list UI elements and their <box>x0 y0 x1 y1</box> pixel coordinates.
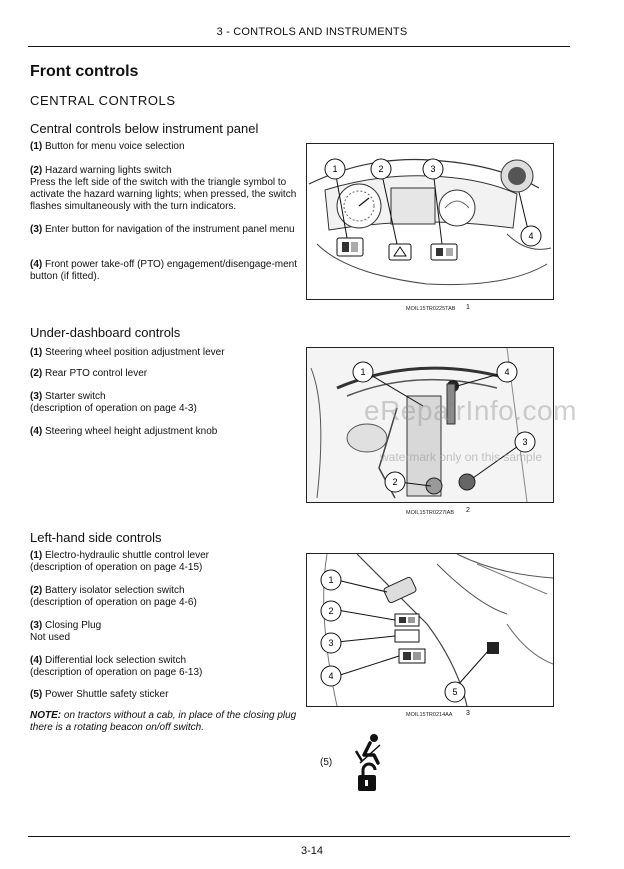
figure-central-controls <box>306 143 554 300</box>
item-number: (5) <box>30 689 43 700</box>
item-number: (3) <box>30 224 43 235</box>
figure-number: 3 <box>466 710 470 717</box>
item-description: (description of operation on page 4-6) <box>30 597 197 608</box>
list-item <box>30 141 298 153</box>
item-number: (4) <box>30 259 43 270</box>
group-heading-left-hand: Left-hand side controls <box>30 530 162 545</box>
list-item <box>30 165 298 213</box>
item-text: Electro-hydraulic shuttle control lever <box>42 550 209 561</box>
callout-1 <box>353 362 373 382</box>
watermark-brand: eRepairInfo.com <box>364 395 577 426</box>
callout-label: 1 <box>328 575 334 585</box>
header-rule <box>28 46 570 47</box>
figure-caption: MOIL15TR0227IAB <box>406 510 454 516</box>
footer-rule <box>28 836 570 837</box>
page-title: Front controls <box>30 63 139 80</box>
item-text: Enter button for navigation of the instrument panel menu <box>42 224 295 235</box>
watermark-text: watermark only on this sample <box>380 450 543 464</box>
group-heading-under-dashboard: Under-dashboard controls <box>30 325 181 340</box>
group-heading-central: Central controls below instrument panel <box>30 121 259 136</box>
item-text: Power Shuttle safety sticker <box>42 689 169 700</box>
list-item <box>30 550 298 574</box>
item-description: (description of operation on page 6-13) <box>30 667 203 678</box>
list-item <box>30 368 298 380</box>
item-text: Hazard warning lights switch <box>42 165 172 176</box>
callout-2 <box>371 159 391 179</box>
item-number: (3) <box>30 391 43 402</box>
callout-2 <box>385 472 405 492</box>
sticker-label: (5) <box>320 757 333 768</box>
item-number: (4) <box>30 426 43 437</box>
callout-label: 2 <box>328 606 334 616</box>
item-text: Closing Plug <box>42 620 102 631</box>
list-item <box>30 259 298 283</box>
callout-5 <box>445 682 465 702</box>
item-number: (4) <box>30 655 43 666</box>
item-number: (2) <box>30 165 43 176</box>
item-text: Differential lock selection switch <box>42 655 186 666</box>
item-text: Battery isolator selection switch <box>42 585 185 596</box>
list-item <box>30 689 298 701</box>
item-number: (1) <box>30 347 43 358</box>
item-text: Front power take-off (PTO) engagement/disengage-ment button (if fitted). <box>30 259 297 282</box>
item-number: (3) <box>30 620 43 631</box>
callout-2 <box>321 601 341 621</box>
list-item <box>30 391 298 415</box>
item-number: (2) <box>30 368 43 379</box>
callout-label: 4 <box>328 671 334 681</box>
figure-left-hand-controls <box>306 553 554 707</box>
list-item <box>30 620 298 644</box>
figure-number: 2 <box>466 507 470 514</box>
callout-4 <box>321 666 341 686</box>
callout-label: 4 <box>504 367 510 377</box>
callout-1 <box>325 159 345 179</box>
item-text: Starter switch <box>42 391 106 402</box>
callout-label: 5 <box>452 687 458 697</box>
callout-label: 3 <box>522 437 528 447</box>
callout-label: 4 <box>528 231 534 241</box>
item-text: Steering wheel height adjustment knob <box>42 426 218 437</box>
callout-label: 1 <box>332 164 338 174</box>
figure-number: 1 <box>466 304 470 311</box>
callout-1 <box>321 570 341 590</box>
figure-caption: MOIL15TR0225TAB <box>406 306 456 312</box>
list-item <box>30 585 298 609</box>
callout-3 <box>423 159 443 179</box>
callout-3 <box>515 432 535 452</box>
list-item <box>30 224 298 236</box>
item-text: Rear PTO control lever <box>42 368 148 379</box>
item-number: (1) <box>30 141 43 152</box>
note <box>30 710 302 734</box>
item-number: (1) <box>30 550 43 561</box>
item-text: Button for menu voice selection <box>42 141 185 152</box>
item-text: Steering wheel position adjustment lever <box>42 347 225 358</box>
note-label: NOTE: <box>30 710 62 721</box>
figure-caption: MOIL15TR0214AA <box>406 712 453 718</box>
callout-label: 3 <box>430 164 436 174</box>
callout-4 <box>497 362 517 382</box>
page-number: 3-14 <box>300 845 324 857</box>
item-description: Not used <box>30 632 71 643</box>
item-description: (description of operation on page 4-15) <box>30 562 203 573</box>
callout-label: 2 <box>378 164 384 174</box>
item-description: (description of operation on page 4-3) <box>30 403 197 414</box>
callout-label: 3 <box>328 638 334 648</box>
callout-label: 1 <box>360 367 366 377</box>
list-item <box>30 655 298 679</box>
seat-belt-padlock-icon <box>352 733 386 797</box>
list-item <box>30 426 298 438</box>
list-item <box>30 347 298 359</box>
section-title: CENTRAL CONTROLS <box>30 93 176 108</box>
callout-4 <box>521 226 541 246</box>
item-number: (2) <box>30 585 43 596</box>
running-header: 3 - CONTROLS AND INSTRUMENTS <box>216 26 408 38</box>
note-text: on tractors without a cab, in place of the closing plug there is a rotating beacon on/off switch. <box>30 710 297 733</box>
callout-3 <box>321 633 341 653</box>
item-description: Press the left side of the switch with the triangle symbol to activate the hazard warning lights; when pressed, the switch flashes simultaneously with the turn indicators. <box>30 177 297 212</box>
callout-label: 2 <box>392 477 398 487</box>
